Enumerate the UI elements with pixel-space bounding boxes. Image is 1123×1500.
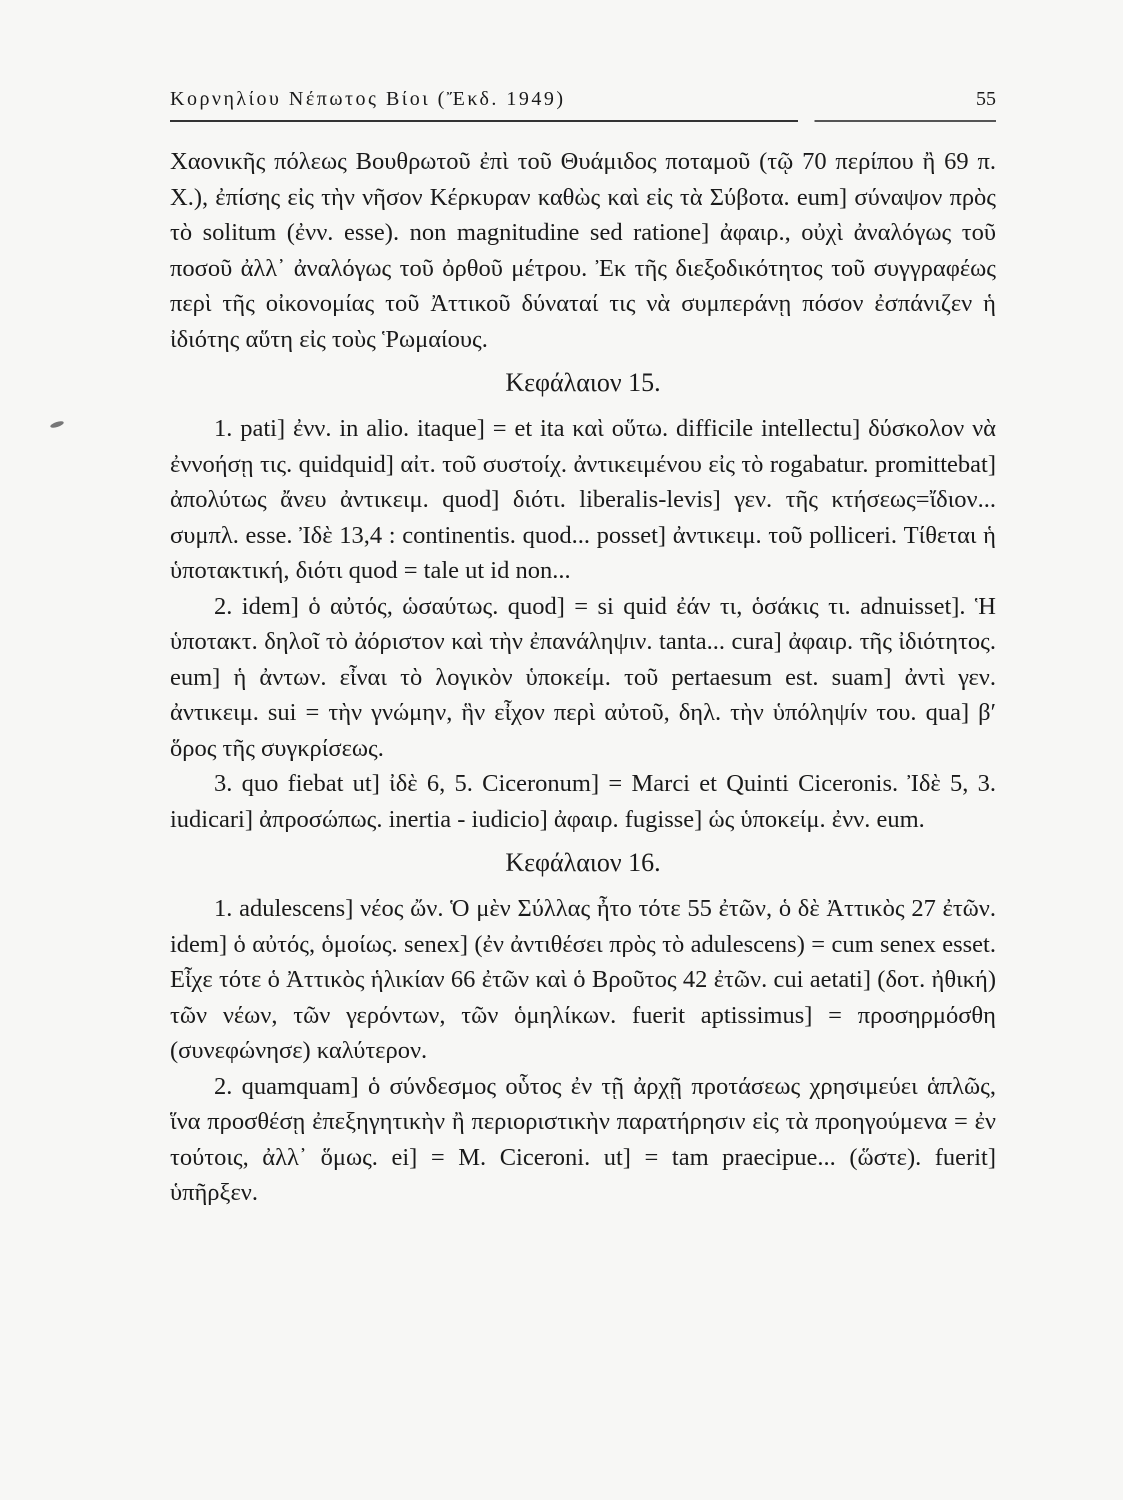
- note-paragraph: 3. quo fiebat ut] ἰδὲ 6, 5. Ciceronum] = Marci et Quinti Ciceronis. Ἰδὲ 5, 3. iudicari] ἀπροσώπως. inertia - iudicio] ἀφαιρ. fugisse] ὡς ὑποκείμ. ἐνν. eum.: [170, 770, 996, 833]
- running-title: Κορνηλίου Νέπωτος Βίοι (Ἔκδ. 1949): [170, 88, 566, 110]
- page-number: 55: [976, 88, 996, 110]
- commentary-body: [170, 144, 996, 1211]
- continued-paragraph: Χαονικῆς πόλεως Βουθρωτοῦ ἐπὶ τοῦ Θυάμιδος ποταμοῦ (τῷ 70 περίπου ἢ 69 π. Χ.), ἐπίσης εἰς τὴν νῆσον Κέρκυραν καθὼς καὶ εἰς τὰ Σύβοτα. eum] σύναψον πρὸς τὸ solitum (ἐνν. esse). non magnitudine sed ratione] ἀφαιρ., οὐχὶ ἀναλόγως τοῦ ποσοῦ ἀλλ᾽ ἀναλόγως τοῦ ὀρθοῦ μέτρου. Ἐκ τῆς διεξοδικότητος τοῦ συγγραφέως περὶ τῆς οἰκονομίας τοῦ Ἀττικοῦ δύναταί τις νὰ συμπεράνῃ πόσον ἐσπάνιζεν ἡ ἰδιότης αὕτη εἰς τοὺς Ῥωμαίους.: [170, 148, 996, 353]
- note-paragraph: 1. pati] ἐνν. in alio. itaque] = et ita καὶ οὕτω. difficile intellectu] δύσκολον νὰ ἐννοήσῃ τις. quidquid] αἰτ. τοῦ συστοίχ. ἀντικειμένου εἰς τὸ rogabatur. promittebat] ἀπολύτως ἄνευ ἀντικειμ. quod] διότι. liberalis-levis] γεν. τῆς κτήσεως=ἴδιον... συμπλ. esse. Ἰδὲ 13,4 : continentis. quod... posset] ἀντικειμ. τοῦ polliceri. Τίθεται ἡ ὑποτακτική, διότι quod = tale ut id non...: [170, 415, 996, 584]
- chapter-15-title: Κεφάλαιον 15.: [505, 368, 661, 397]
- margin-ink-mark: [50, 420, 65, 429]
- note-paragraph: 2. idem] ὁ αὐτός, ὡσαύτως. quod] = si quid ἐάν τι, ὁσάκις τι. adnuisset]. Ἡ ὑποτακτ. δηλοῖ τὸ ἀόριστον καὶ τὴν ἐπανάληψιν. tanta... cura] ἀφαιρ. τῆς ἰδιότητος. eum] ἡ ἀντων. εἶναι τὸ λογικὸν ὑποκείμ. τοῦ pertaesum est. suam] ἀντὶ γεν. ἀντικειμ. sui = τὴν γνώμην, ἣν εἶχον περὶ αὐτοῦ, δηλ. τὴν ὑπόληψίν του. qua] β′ ὅρος τῆς συγκρίσεως.: [170, 592, 996, 762]
- header-rule: [170, 120, 996, 122]
- chapter-16-title: Κεφάλαιον 16.: [505, 848, 661, 877]
- running-header: [170, 88, 996, 116]
- note-paragraph: 1. adulescens] νέος ὤν. Ὁ μὲν Σύλλας ἦτο τότε 55 ἐτῶν, ὁ δὲ Ἀττικὸς 27 ἐτῶν. idem] ὁ αὐτός, ὁμοίως. senex] (ἐν ἀντιθέσει πρὸς τὸ adulescens) = cum senex esset. Εἶχε τότε ὁ Ἀττικὸς ἡλικίαν 66 ἐτῶν καὶ ὁ Βροῦτος 42 ἐτῶν. cui aetati] (δοτ. ἠθική) τῶν νέων, τῶν γερόντων, τῶν ὁμηλίκων. fuerit aptissimus] = προσηρμόσθη (συνεφώνησε) καλύτερον.: [170, 895, 996, 1064]
- note-paragraph: 2. quamquam] ὁ σύνδεσμος οὗτος ἐν τῇ ἀρχῇ προτάσεως χρησιμεύει ἁπλῶς, ἵνα προσθέσῃ ἐπεξηγητικὴν ἢ περιοριστικὴν παρατήρησιν εἰς τὰ προηγούμενα = ἐν τούτοις, ἀλλ᾽ ὅμως. ei] = M. Ciceroni. ut] = tam praecipue... (ὥστε). fuerit] ὑπῆρξεν.: [170, 1072, 996, 1206]
- book-page: [170, 88, 996, 1211]
